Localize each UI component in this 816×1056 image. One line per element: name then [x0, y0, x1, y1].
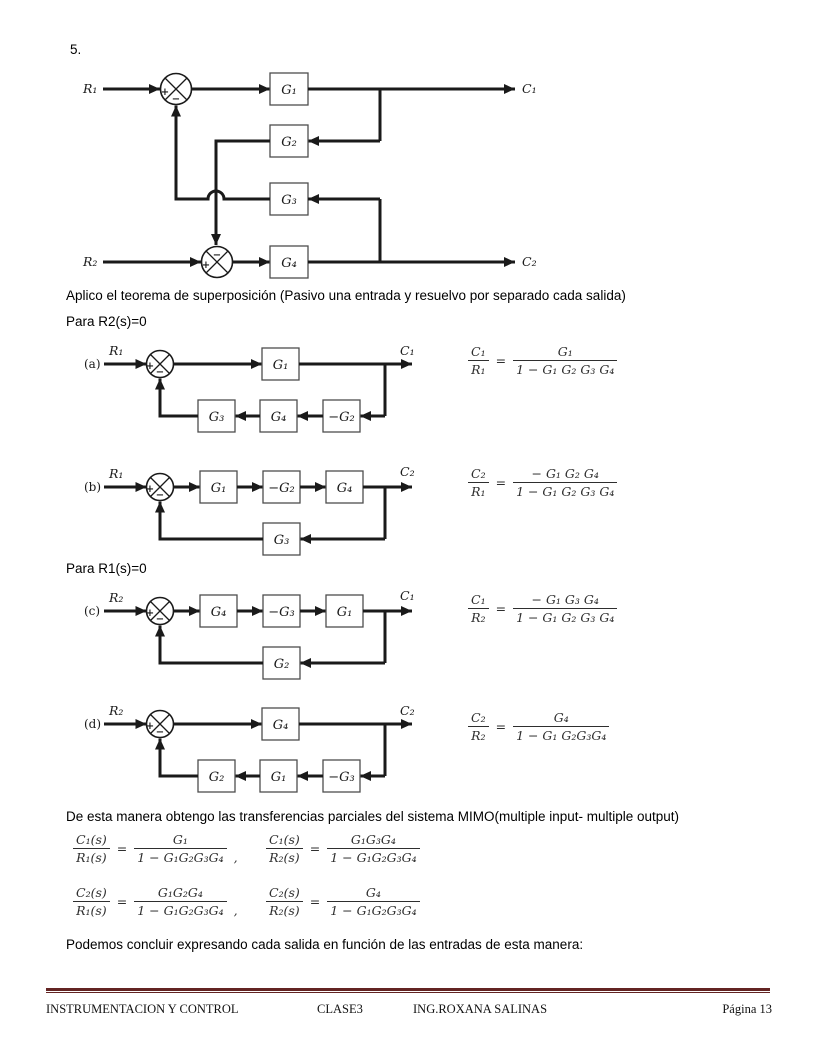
main-sum1-plus-sign: + — [160, 87, 170, 98]
diagram-b-fb-label: G₃ — [273, 533, 290, 548]
diagram-a-forward-label: G₁ — [272, 358, 289, 373]
transfer-eq-c1r2-rhs-num: G₁G₃G₄ — [350, 832, 396, 847]
footer-divider-thin-line — [46, 992, 770, 993]
diagram-c-fwd3-label: G₁ — [336, 605, 353, 620]
transfer-eq-c1r1-rhs-den: 1 − G₁G₂G₃G₄ — [134, 848, 226, 866]
diagram-b-input-label: R₁ — [109, 466, 124, 481]
diagram-d-fb1-label: G₂ — [208, 770, 225, 785]
equation-a-rhs — [513, 344, 617, 377]
footer-divider — [46, 988, 770, 993]
mimo-paragraph: De esta manera obtengo las transferencias parciales del sistema MIMO(multiple input- multiple output) — [66, 809, 680, 824]
transfer-eq-c2r2-rhs-num: G₄ — [365, 885, 381, 900]
diagram-d-return-wire — [160, 739, 198, 777]
transfer-eq-c1r1 — [73, 832, 238, 865]
transfer-eq-c2r1-rhs-num: G₁G₂G₄ — [157, 885, 203, 900]
equation-b-lhs — [468, 466, 489, 499]
para-r1-heading: Para R1(s)=0 — [66, 561, 147, 576]
diagram-b-label: (b) — [84, 480, 102, 494]
main-g4-label: G₄ — [281, 256, 297, 271]
equation-c-rhs — [513, 592, 617, 625]
diagram-a-minus-sign: − — [155, 367, 165, 378]
equation-b-equals: = — [495, 475, 507, 491]
equation-c-rhs-num: − G₁ G₃ G₄ — [531, 592, 599, 607]
main-g3-output-wire — [176, 106, 270, 200]
para-r2-heading: Para R2(s)=0 — [66, 314, 147, 329]
equation-a-equals: = — [495, 353, 507, 369]
diagram-d-input-label: R₂ — [109, 703, 124, 718]
transfer-eq-c2r1-lhs-num: C₂(s) — [76, 885, 107, 900]
transfer-eq-c2r1-lhs — [73, 885, 110, 918]
transfer-eq-c2r2-lhs-den: R₂(s) — [266, 901, 303, 919]
equation-b-rhs-den: 1 − G₁ G₂ G₃ G₄ — [513, 482, 617, 500]
equation-a-lhs — [468, 344, 489, 377]
transfer-eq-c1r2-lhs — [266, 832, 303, 865]
footer-page-number: Página 13 — [722, 1002, 772, 1016]
transfer-eq-c1r2-rhs — [327, 832, 419, 865]
diagram-c — [80, 586, 425, 686]
equation-a — [468, 344, 617, 377]
diagram-c-minus-sign: − — [155, 614, 165, 625]
diagram-b-return-wire — [160, 502, 263, 540]
footer-course: INSTRUMENTACION Y CONTROL — [46, 1002, 239, 1016]
diagram-d-plus-sign: + — [145, 721, 155, 732]
diagram-b-fwd3-label: G₄ — [336, 481, 353, 496]
main-g3-label: G₃ — [281, 193, 297, 208]
transfer-eq-c2r1-rhs-den: 1 − G₁G₂G₃G₄ — [134, 901, 226, 919]
diagram-a-fb2-label: G₄ — [270, 410, 287, 425]
equation-c-lhs — [468, 592, 489, 625]
diagram-c-input-label: R₂ — [109, 590, 124, 605]
transfer-eq-c2r2 — [266, 885, 420, 918]
diagram-d-minus-sign: − — [155, 727, 165, 738]
footer-class: CLASE3 — [317, 1002, 363, 1016]
equation-b-lhs-den: R₁ — [468, 482, 488, 500]
main-g1-label: G₁ — [281, 83, 297, 98]
transfer-eq-c1r2-equals: = — [309, 841, 321, 857]
transfer-eq-c2r1 — [73, 885, 238, 918]
item-number: 5. — [70, 42, 82, 57]
main-input-r2-label: R₂ — [83, 254, 98, 269]
equation-d-rhs-num: G₄ — [553, 710, 569, 725]
diagram-b-fwd1-label: G₁ — [210, 481, 227, 496]
transfer-eq-c1r1-lhs-den: R₁(s) — [73, 848, 110, 866]
main-block-diagram — [45, 52, 545, 290]
diagram-c-return-wire — [160, 626, 263, 664]
transfer-eq-c2r2-lhs — [266, 885, 303, 918]
equation-a-lhs-den: R₁ — [468, 360, 488, 378]
main-sum1-minus-sign: − — [171, 94, 181, 105]
transfer-eq-c2r1-equals: = — [116, 894, 128, 910]
transfer-eq-c2r2-equals: = — [309, 894, 321, 910]
diagram-a-plus-sign: + — [145, 361, 155, 372]
diagram-d-label: (d) — [84, 717, 102, 731]
main-output-c1-label: C₁ — [522, 81, 537, 96]
diagram-b-fwd2-label: −G₂ — [268, 481, 295, 496]
equation-b — [468, 466, 617, 499]
footer-author: ING.ROXANA SALINAS — [413, 1002, 548, 1016]
diagram-b — [80, 462, 425, 562]
equation-c — [468, 592, 617, 625]
transfer-eq-c2r2-rhs-den: 1 − G₁G₂G₃G₄ — [327, 901, 419, 919]
equation-d-rhs-den: 1 − G₁ G₂G₃G₄ — [513, 726, 609, 744]
diagram-c-output-label: C₁ — [400, 588, 415, 603]
diagram-c-plus-sign: + — [145, 608, 155, 619]
equation-d-equals: = — [495, 719, 507, 735]
equation-d-lhs-den: R₂ — [468, 726, 488, 744]
transfer-eq-c2r1-lhs-den: R₁(s) — [73, 901, 110, 919]
diagram-d-fb2-label: G₁ — [270, 770, 287, 785]
diagram-b-output-label: C₂ — [400, 464, 415, 479]
conclusion-paragraph: Podemos concluir expresando cada salida en función de las entradas de esta manera: — [66, 937, 584, 952]
transfer-eq-c1r1-rhs — [134, 832, 226, 865]
diagram-b-minus-sign: − — [155, 490, 165, 501]
diagram-d-output-label: C₂ — [400, 703, 415, 718]
transfer-eq-c1r2-lhs-den: R₂(s) — [266, 848, 303, 866]
transfer-eq-c1r1-comma: , — [233, 850, 238, 866]
diagram-a-input-label: R₁ — [109, 343, 124, 358]
main-g2-label: G₂ — [281, 135, 297, 150]
transfer-eq-c1r2-rhs-den: 1 − G₁G₂G₃G₄ — [327, 848, 419, 866]
transfer-eq-c1r1-equals: = — [116, 841, 128, 857]
diagram-a-output-label: C₁ — [400, 343, 415, 358]
main-input-r1-label: R₁ — [83, 81, 98, 96]
diagram-c-fb-label: G₂ — [273, 657, 290, 672]
equation-d-lhs-num: C₂ — [471, 710, 486, 725]
equation-a-rhs-den: 1 − G₁ G₂ G₃ G₄ — [513, 360, 617, 378]
equation-c-lhs-den: R₂ — [468, 608, 488, 626]
transfer-eq-c2r2-lhs-num: C₂(s) — [269, 885, 300, 900]
main-g2-output-wire — [216, 141, 270, 245]
main-sum2-minus-sign: − — [212, 250, 222, 261]
superposition-paragraph: Aplico el teorema de superposición (Pasivo una entrada y resuelvo por separado cada salida) — [66, 288, 626, 303]
diagram-a-label: (a) — [84, 357, 101, 371]
equation-c-lhs-num: C₁ — [471, 592, 486, 607]
equation-d — [468, 710, 609, 743]
diagram-d-forward-label: G₄ — [272, 718, 289, 733]
diagram-d — [80, 702, 425, 802]
transfer-eq-c2r1-comma: , — [233, 903, 238, 919]
equation-c-equals: = — [495, 601, 507, 617]
transfer-eq-c2r2-rhs — [327, 885, 419, 918]
transfer-eq-c2r1-rhs — [134, 885, 226, 918]
diagram-c-fwd1-label: G₄ — [210, 605, 227, 620]
transfer-eq-c1r2 — [266, 832, 420, 865]
main-output-c2-label: C₂ — [522, 254, 537, 269]
diagram-a-fb3-label: −G₂ — [328, 410, 355, 425]
diagram-b-plus-sign: + — [145, 484, 155, 495]
equation-d-lhs — [468, 710, 489, 743]
transfer-eq-c1r1-rhs-num: G₁ — [172, 832, 188, 847]
main-sum2-plus-sign: + — [201, 260, 211, 271]
diagram-d-fb3-label: −G₃ — [328, 770, 355, 785]
equation-a-rhs-num: G₁ — [557, 344, 573, 359]
equation-c-rhs-den: 1 − G₁ G₂ G₃ G₄ — [513, 608, 617, 626]
equation-a-lhs-num: C₁ — [471, 344, 486, 359]
transfer-eq-c1r1-lhs — [73, 832, 110, 865]
diagram-c-fwd2-label: −G₃ — [268, 605, 295, 620]
diagram-c-label: (c) — [84, 604, 101, 618]
transfer-eq-c1r2-lhs-num: C₁(s) — [269, 832, 300, 847]
equation-b-lhs-num: C₂ — [471, 466, 486, 481]
diagram-a-fb1-label: G₃ — [208, 410, 225, 425]
equation-b-rhs-num: − G₁ G₂ G₄ — [531, 466, 599, 481]
diagram-a-return-wire — [160, 379, 198, 417]
transfer-eq-c1r1-lhs-num: C₁(s) — [76, 832, 107, 847]
equation-d-rhs — [513, 710, 609, 743]
diagram-a — [80, 342, 425, 442]
equation-b-rhs — [513, 466, 617, 499]
